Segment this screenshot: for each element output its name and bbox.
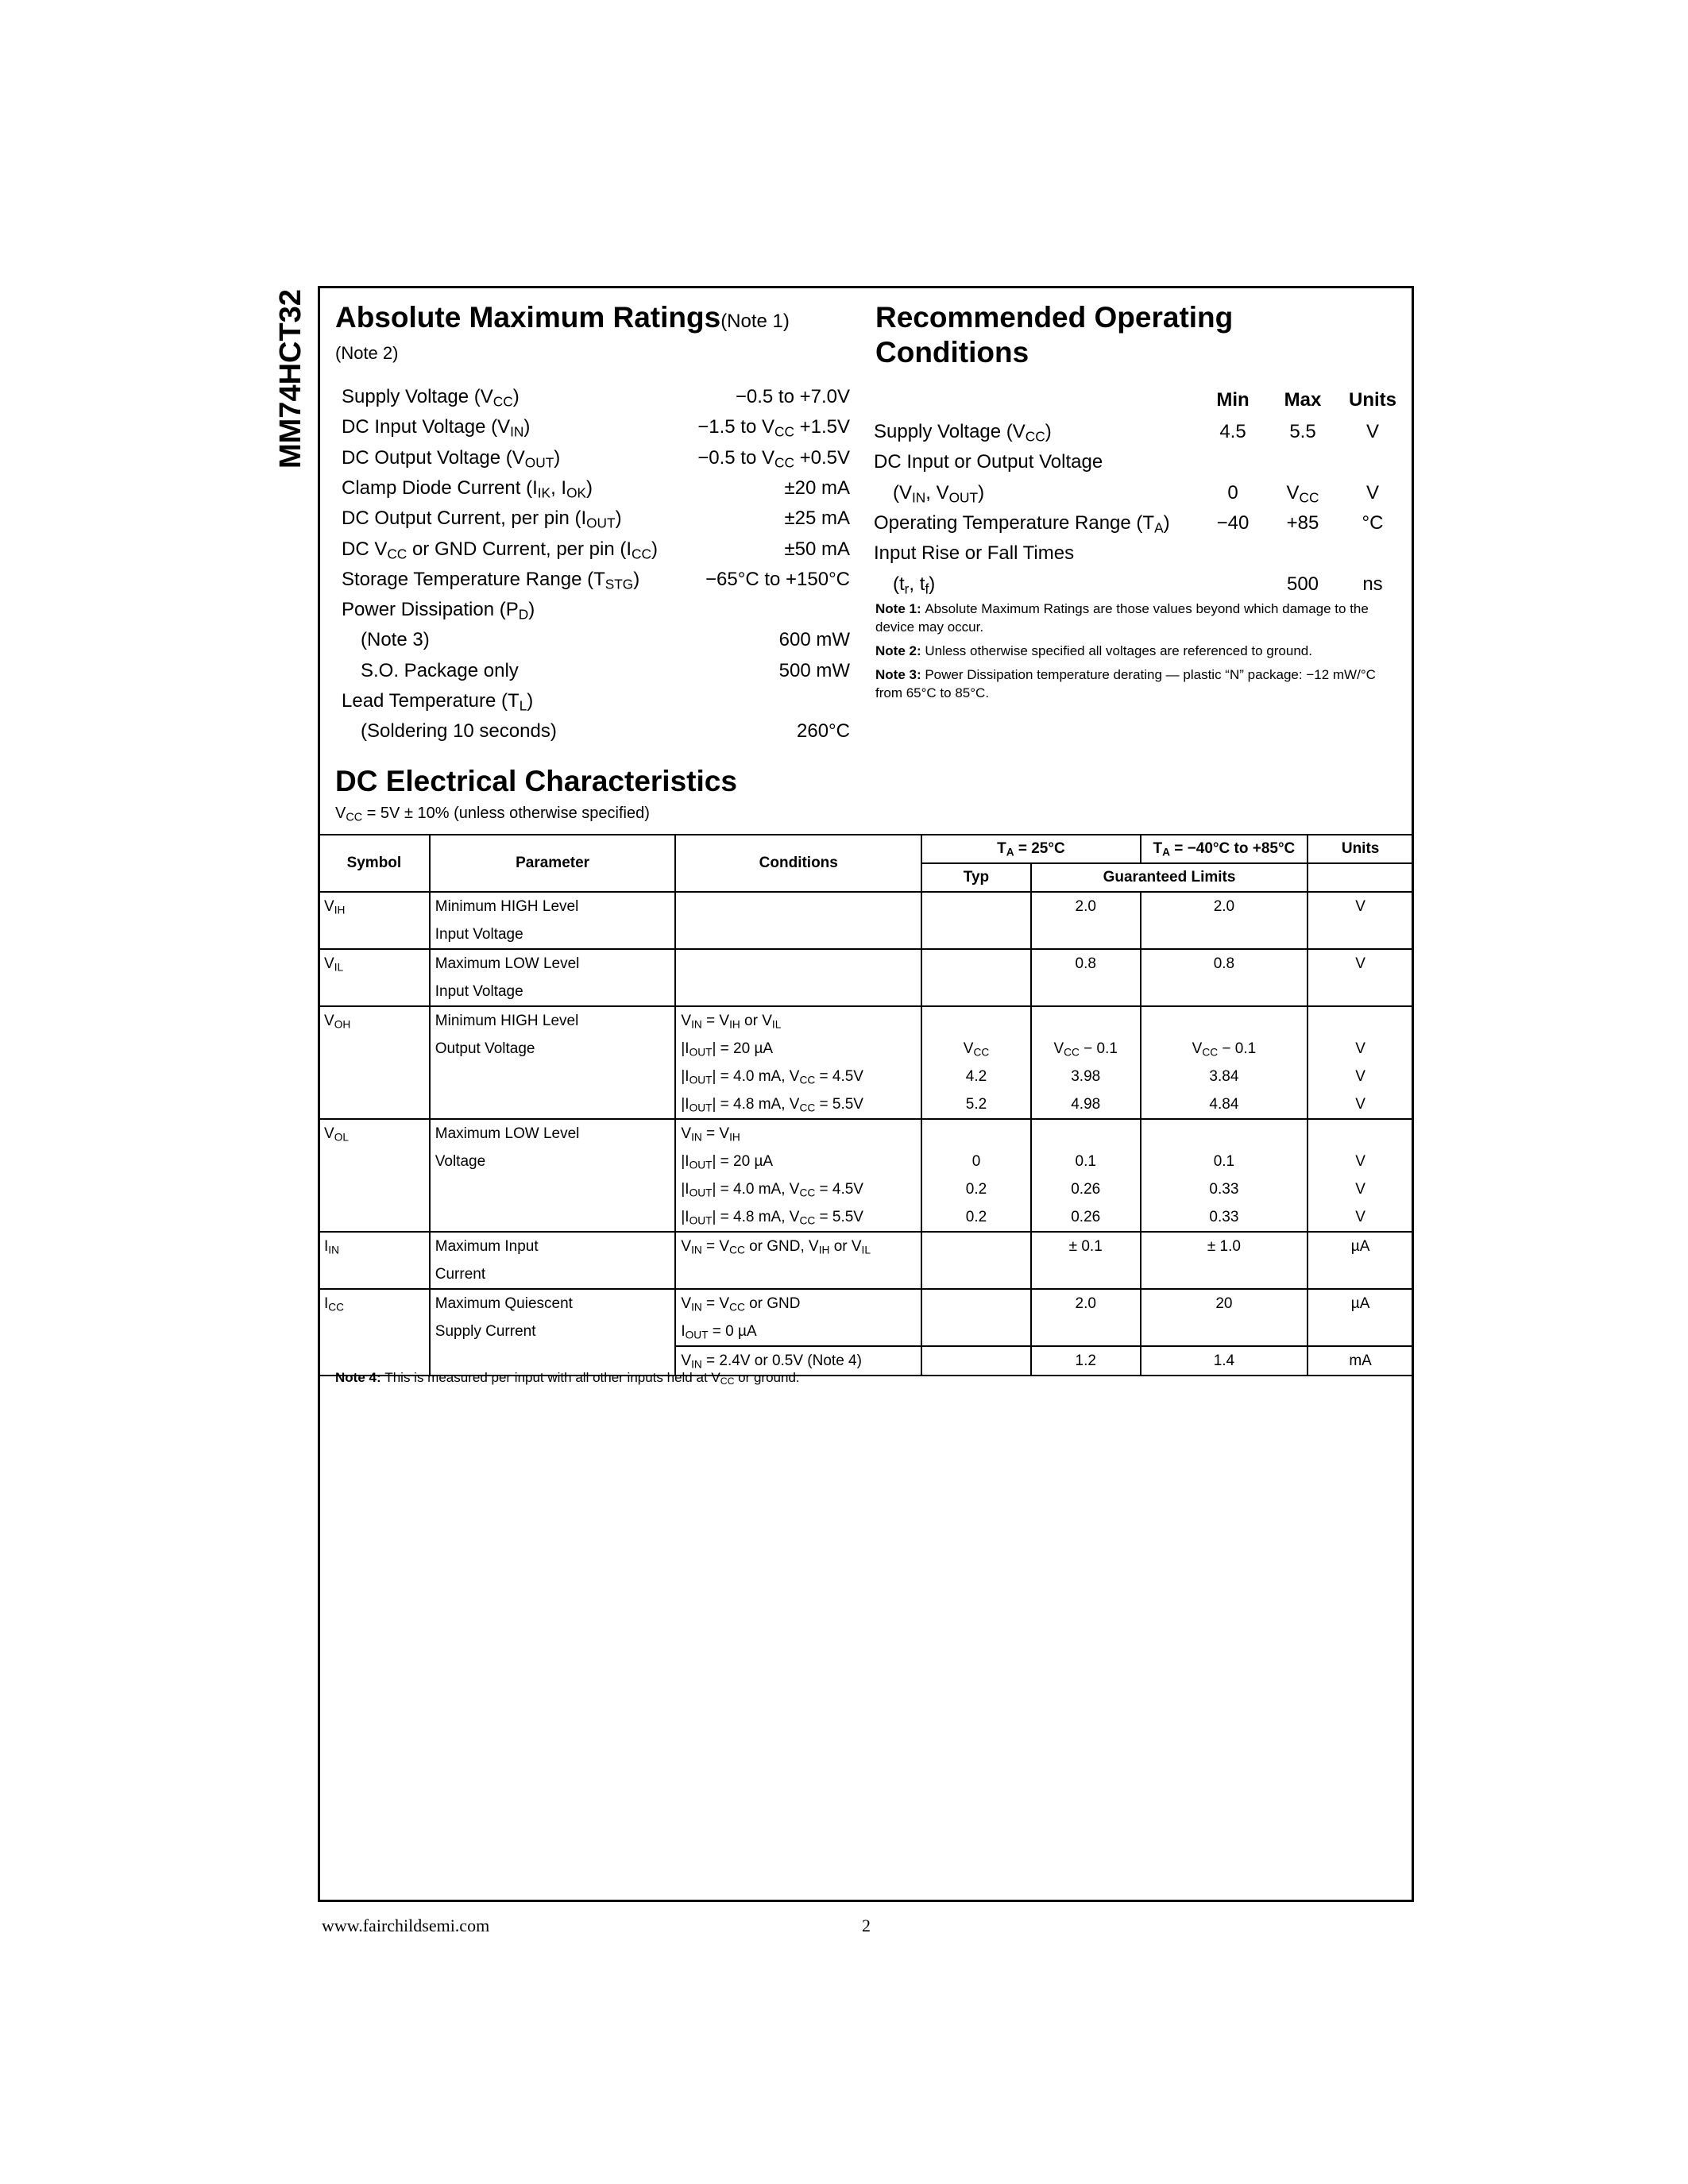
dc-table-row xyxy=(319,1232,1413,1289)
amr-row-label: Supply Voltage $(V_{CC})$ xyxy=(342,386,520,410)
amr-row xyxy=(342,656,850,686)
roc-row xyxy=(874,447,1406,477)
dc-conditions: $V_{IN} = V_{IH}$ $|I_{OUT}| = 20$ µA $|I_{OUT}| = 4.0$ mA, $V_{CC} = 4.5V$ $|I_{OUT}| = 4.8$ mA, $V_{CC} = 5.5V$ xyxy=(675,1119,921,1232)
amr-row xyxy=(342,382,850,412)
roc-row-units: V xyxy=(1365,481,1379,504)
dc-symbol: $I_{IN}$ xyxy=(319,1232,430,1289)
dc-limit-85c: 0.8 xyxy=(1141,949,1308,1006)
amr-row xyxy=(342,504,850,534)
amr-row xyxy=(342,473,850,504)
dc-parameter: Maximum Input Current xyxy=(430,1232,676,1289)
roc-row xyxy=(874,478,1406,508)
dc-limit-25c: 1.2 xyxy=(1031,1346,1141,1376)
roc-header-min: Min xyxy=(1216,389,1250,411)
amr-row-value: −0.5 to +7.0V xyxy=(735,386,850,407)
amr-row-label: S.O. Package only xyxy=(361,659,519,681)
roc-row-label: Operating Temperature Range $(T_A)$ xyxy=(874,511,1170,536)
roc-row-min: 4.5 xyxy=(1219,421,1246,442)
roc-row-units: V xyxy=(1365,421,1379,442)
amr-row-label: DC $V_{CC}$ or GND Current, per pin $(I_{CC})$ xyxy=(342,538,658,561)
roc-row xyxy=(874,508,1406,538)
roc-row-units: °C xyxy=(1362,511,1384,534)
dc-units: V V V xyxy=(1308,1006,1413,1119)
amr-row xyxy=(342,595,850,625)
device-part-number: MM74HCT32 xyxy=(274,289,307,469)
roc-row-label: ($V_{IN}$, $V_{OUT}$) xyxy=(893,481,985,505)
amr-row-label: DC Output Current, per pin $(I_{OUT})$ xyxy=(342,507,622,531)
amr-row-label: Lead Temperature $(T_L)$ xyxy=(342,690,534,714)
roc-row-label: DC Input or Output Voltage xyxy=(874,451,1103,473)
dc-typ xyxy=(921,1232,1031,1289)
dc-symbol: $V_{IL}$ xyxy=(319,949,430,1006)
amr-row-value: −1.5 to $V_{CC} +1.5V$ xyxy=(697,416,850,440)
dc-limit-85c: 2.0 xyxy=(1141,892,1308,949)
dc-subtitle: $V_{CC} = 5V \pm 10\%$ (unless otherwise specified) xyxy=(335,805,650,824)
dc-conditions xyxy=(675,892,921,949)
dc-units: V xyxy=(1308,949,1413,1006)
dc-limit-25c: 0.8 xyxy=(1031,949,1141,1006)
dc-limit-25c: ± 0.1 xyxy=(1031,1232,1141,1289)
dc-table-row xyxy=(319,1289,1413,1346)
dc-limit-25c: 0.1 0.26 0.26 xyxy=(1031,1119,1141,1232)
dc-limit-85c: $V_{CC} - 0.1$ 3.84 4.84 xyxy=(1141,1006,1308,1119)
roc-row-units: ns xyxy=(1362,573,1383,595)
dc-symbol: $V_{OL}$ xyxy=(319,1119,430,1232)
dc-typ xyxy=(921,1346,1031,1376)
page-number: 2 xyxy=(862,1916,871,1935)
dc-units: µA xyxy=(1308,1289,1413,1346)
roc-header-row xyxy=(874,385,1406,415)
dc-typ: $V_{CC}$ 4.2 5.2 xyxy=(921,1006,1031,1119)
amr-row-label: (Note 3) xyxy=(361,629,430,651)
dc-header-guaranteed: Guaranteed Limits xyxy=(1031,863,1308,892)
dc-limit-25c: 2.0 xyxy=(1031,1289,1141,1346)
dc-note-4: Note 4: This is measured per input with all other inputs held at $V_{CC}$ or ground. xyxy=(335,1370,800,1387)
dc-typ xyxy=(921,949,1031,1006)
roc-header-max: Max xyxy=(1284,389,1322,411)
roc-row xyxy=(874,569,1406,600)
dc-conditions: $V_{IN} = V_{IH}$ or $V_{IL}$ $|I_{OUT}| = 20$ µA $|I_{OUT}| = 4.0$ mA, $V_{CC} = 4.5V$ $|I_{OUT}| = 4.8$ mA, $V_{CC} = 5.5V$ xyxy=(675,1006,921,1119)
dc-limit-25c: 2.0 xyxy=(1031,892,1141,949)
roc-note: Note 1: Absolute Maximum Ratings are those values beyond which damage to the device may occur. xyxy=(875,601,1369,635)
dc-parameter: Minimum HIGH Level Input Voltage xyxy=(430,892,676,949)
roc-title-line1: Recommended Operating xyxy=(875,301,1234,334)
dc-limit-85c: 0.1 0.33 0.33 xyxy=(1141,1119,1308,1232)
roc-row-label: Supply Voltage $(V_{CC})$ xyxy=(874,421,1052,445)
amr-row-value: −0.5 to $V_{CC} +0.5V$ xyxy=(697,446,850,470)
roc-row-label: ($t_r$, $t_f$) xyxy=(893,573,936,596)
amr-row-label: Clamp Diode Current ($I_{IK}$, $I_{OK}$) xyxy=(342,477,593,501)
amr-sub-note: (Note 2) xyxy=(335,343,399,363)
dc-table-body xyxy=(319,892,1413,1376)
dc-table-row xyxy=(319,892,1413,949)
roc-row-max: +85 xyxy=(1286,511,1319,534)
dc-parameter: Maximum LOW Level Voltage xyxy=(430,1119,676,1232)
dc-conditions: $V_{IN} = V_{CC}$ or GND, $V_{IH}$ or $V_{IL}$ xyxy=(675,1232,921,1289)
dc-conditions xyxy=(675,949,921,1006)
dc-table-row xyxy=(319,1119,1413,1232)
dc-parameter: Minimum HIGH Level Output Voltage xyxy=(430,1006,676,1119)
footer-url[interactable]: www.fairchildsemi.com xyxy=(322,1916,490,1935)
amr-row xyxy=(342,534,850,565)
amr-title-note: (Note 1) xyxy=(720,311,790,332)
dc-characteristics-table xyxy=(318,834,1414,1376)
roc-row-min: 0 xyxy=(1227,481,1238,504)
roc-row-max: $V_{CC}$ xyxy=(1286,481,1319,505)
dc-symbol: $V_{OH}$ xyxy=(319,1006,430,1119)
roc-row-min: −40 xyxy=(1216,511,1250,534)
amr-row xyxy=(342,412,850,442)
dc-header-units-blank xyxy=(1308,863,1413,892)
dc-header-parameter: Parameter xyxy=(430,835,676,892)
dc-typ xyxy=(921,892,1031,949)
amr-title: Absolute Maximum Ratings xyxy=(335,301,721,334)
dc-parameter: Maximum Quiescent Supply Current xyxy=(430,1289,676,1376)
amr-row xyxy=(342,686,850,716)
dc-units: V xyxy=(1308,892,1413,949)
amr-row-value: 500 mW xyxy=(778,659,850,681)
dc-parameter: Maximum LOW Level Input Voltage xyxy=(430,949,676,1006)
roc-note: Note 2: Unless otherwise specified all voltages are referenced to ground. xyxy=(875,643,1312,658)
dc-typ: 0 0.2 0.2 xyxy=(921,1119,1031,1232)
dc-header-conditions: Conditions xyxy=(675,835,921,892)
amr-row-label: Power Dissipation $(P_D)$ xyxy=(342,599,535,623)
dc-title: DC Electrical Characteristics xyxy=(335,765,737,797)
roc-row-label: Input Rise or Fall Times xyxy=(874,542,1075,565)
dc-limit-85c: 20 xyxy=(1141,1289,1308,1346)
roc-row-max: 500 xyxy=(1286,573,1319,595)
dc-header-units: Units xyxy=(1308,835,1413,863)
roc-row-max: 5.5 xyxy=(1289,421,1316,442)
amr-row-label: DC Output Voltage $(V_{OUT})$ xyxy=(342,446,561,470)
amr-row-value: ±20 mA xyxy=(784,477,850,499)
roc-header-units: Units xyxy=(1349,389,1396,411)
amr-row xyxy=(342,625,850,655)
dc-header-row-1 xyxy=(319,835,1413,863)
dc-limit-85c: 1.4 xyxy=(1141,1346,1308,1376)
dc-table-row xyxy=(319,949,1413,1006)
roc-row xyxy=(874,417,1406,447)
dc-units: µA xyxy=(1308,1232,1413,1289)
amr-row-value: 260°C xyxy=(797,720,850,743)
amr-row xyxy=(342,565,850,595)
roc-row xyxy=(874,538,1406,569)
amr-row-label: DC Input Voltage $(V_{IN})$ xyxy=(342,416,531,440)
dc-limit-25c: $V_{CC} - 0.1$ 3.98 4.98 xyxy=(1031,1006,1141,1119)
dc-table-row xyxy=(319,1006,1413,1119)
dc-conditions: $V_{IN} = V_{CC}$ or GND $I_{OUT} = 0$ µA xyxy=(675,1289,921,1346)
roc-section-title xyxy=(875,300,1233,370)
amr-row-value: 600 mW xyxy=(778,629,850,651)
amr-row-value: −65°C to +150°C xyxy=(705,568,850,590)
amr-row-label: Storage Temperature Range $(T_{STG})$ xyxy=(342,568,640,592)
roc-title-line2: Conditions xyxy=(875,336,1029,369)
amr-row-value: ±25 mA xyxy=(784,507,850,530)
amr-row-label: (Soldering 10 seconds) xyxy=(361,720,557,743)
dc-units: mA xyxy=(1308,1346,1413,1376)
roc-note: Note 3: Power Dissipation temperature derating — plastic “N” package: −12 mW/°C from 65°C to 85°C. xyxy=(875,667,1376,700)
dc-limit-85c: ± 1.0 xyxy=(1141,1232,1308,1289)
dc-header-ta25: $T_A = 25^\circ C$ xyxy=(921,835,1140,863)
dc-symbol: $V_{IH}$ xyxy=(319,892,430,949)
amr-section-title xyxy=(335,300,790,335)
amr-row xyxy=(342,443,850,473)
dc-header-ta85: $T_A = -40^\circ C$ to +85°C xyxy=(1141,835,1308,863)
dc-symbol: $I_{CC}$ xyxy=(319,1289,430,1376)
dc-header-symbol: Symbol xyxy=(319,835,430,892)
dc-header-typ: Typ xyxy=(921,863,1031,892)
dc-units: V V V xyxy=(1308,1119,1413,1232)
amr-row-value: ±50 mA xyxy=(784,538,850,560)
amr-row xyxy=(342,716,850,747)
dc-conditions: $V_{IN} = 2.4V$ or 0.5V (Note 4) xyxy=(675,1346,921,1376)
dc-typ xyxy=(921,1289,1031,1346)
